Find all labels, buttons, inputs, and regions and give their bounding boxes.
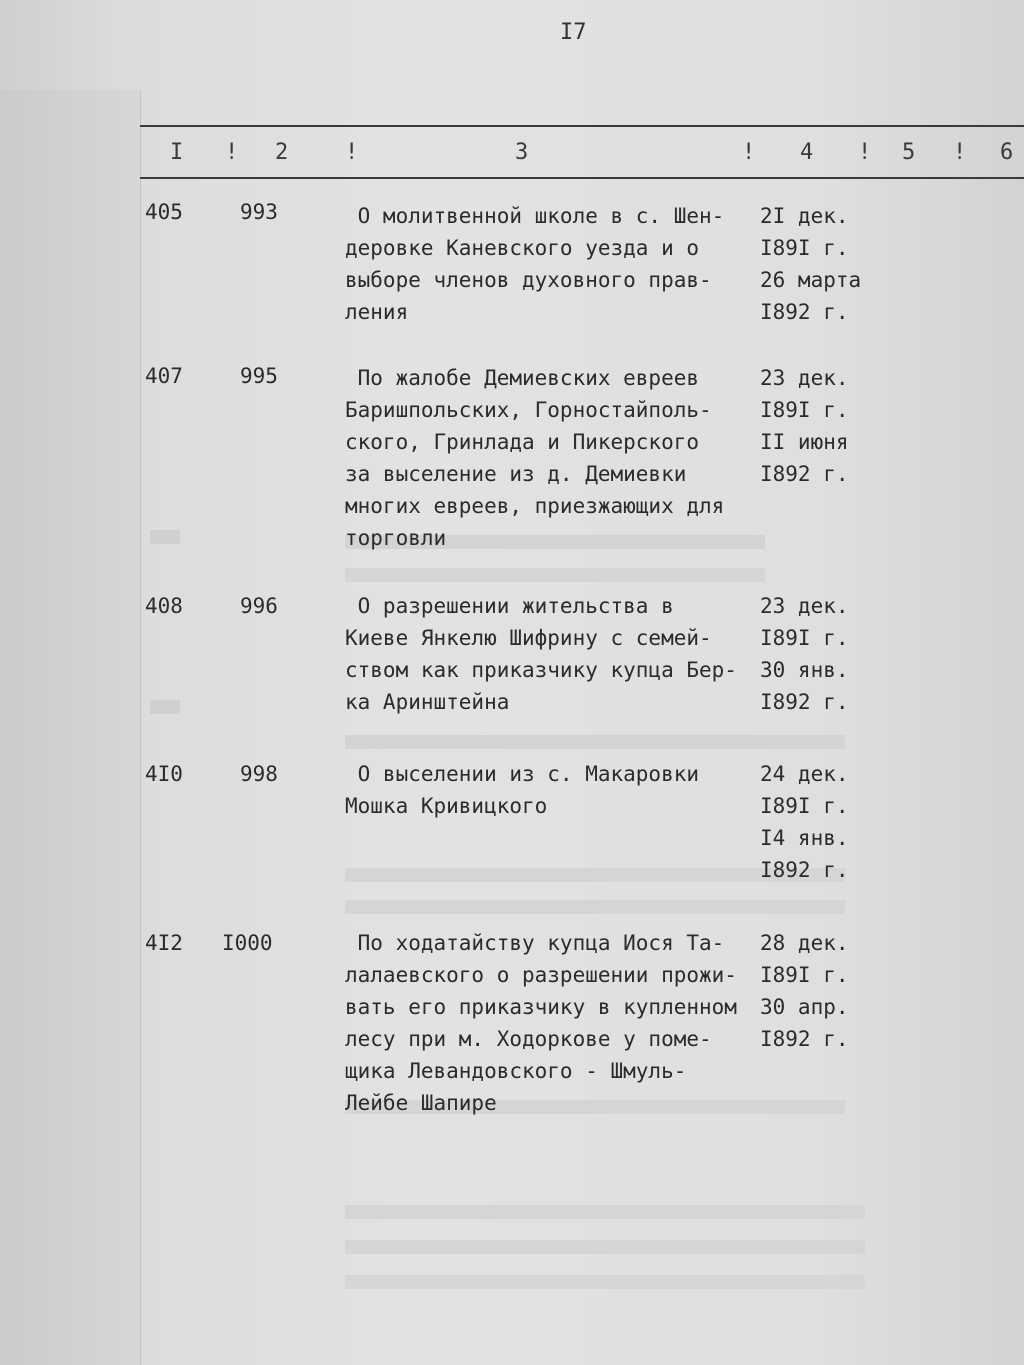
header-separator: ! (225, 140, 239, 165)
row-number: 408 (145, 594, 183, 618)
case-description: О выселении из с. Макаровки Мошка Кривицкого (345, 762, 700, 818)
case-description: О разрешении жительства в Киеве Янкелю Шифрину с семей- ством как приказчику купца Бер- ка Аринштейна (345, 594, 737, 714)
header-col-2: 2 (275, 140, 289, 165)
table-header-top-rule (140, 125, 1024, 127)
case-number: I000 (222, 931, 273, 955)
case-dates: 24 дек. I89I г. I4 янв. I892 г. (760, 762, 849, 882)
show-through-mark (345, 1240, 865, 1254)
show-through-mark (345, 735, 845, 749)
case-dates: 23 дек. I89I г. II июня I892 г. (760, 366, 849, 486)
case-number: 995 (240, 364, 278, 388)
header-col-5: 5 (902, 140, 916, 165)
table-header-bottom-rule (140, 177, 1024, 179)
case-number: 996 (240, 594, 278, 618)
row-number: 407 (145, 364, 183, 388)
facing-page-edge (0, 90, 141, 1365)
row-number: 4I2 (145, 931, 183, 955)
header-col-6: 6 (1000, 140, 1014, 165)
case-dates: 2I дек. I89I г. 26 марта I892 г. (760, 204, 862, 324)
show-through-mark (345, 568, 765, 582)
case-description: По жалобе Демиевских евреев Баришпольских, Горностайполь- ского, Гринлада и Пикерского за выселение из д. Демиевки многих евреев, приезжающих для торговли (345, 366, 725, 550)
case-dates: 23 дек. I89I г. 30 янв. I892 г. (760, 594, 849, 714)
header-separator: ! (953, 140, 967, 165)
case-description: О молитвенной школе в с. Шен- деровке Каневского уезда и о выборе членов духовного прав- ления (345, 204, 725, 324)
show-through-mark (345, 1275, 865, 1289)
header-separator: ! (345, 140, 359, 165)
case-dates: 28 дек. I89I г. 30 апр. I892 г. (760, 931, 849, 1051)
show-through-mark (345, 1205, 865, 1219)
show-through-mark (150, 530, 180, 544)
header-separator: ! (742, 140, 756, 165)
row-number: 4I0 (145, 762, 183, 786)
case-number: 993 (240, 200, 278, 224)
header-col-3: 3 (515, 140, 529, 165)
page-number: I7 (560, 20, 587, 45)
row-number: 405 (145, 200, 183, 224)
header-col-4: 4 (800, 140, 814, 165)
show-through-mark (150, 700, 180, 714)
show-through-mark (345, 900, 845, 914)
header-separator: ! (858, 140, 872, 165)
case-description: По ходатайству купца Иося Та- лалаевского о разрешении прожи- вать его приказчику в купленном лесу при м. Ходоркове у поме- щика Левандовского - Шмуль- Лейбе Шапире (345, 931, 737, 1115)
header-col-1: I (170, 140, 184, 165)
case-number: 998 (240, 762, 278, 786)
